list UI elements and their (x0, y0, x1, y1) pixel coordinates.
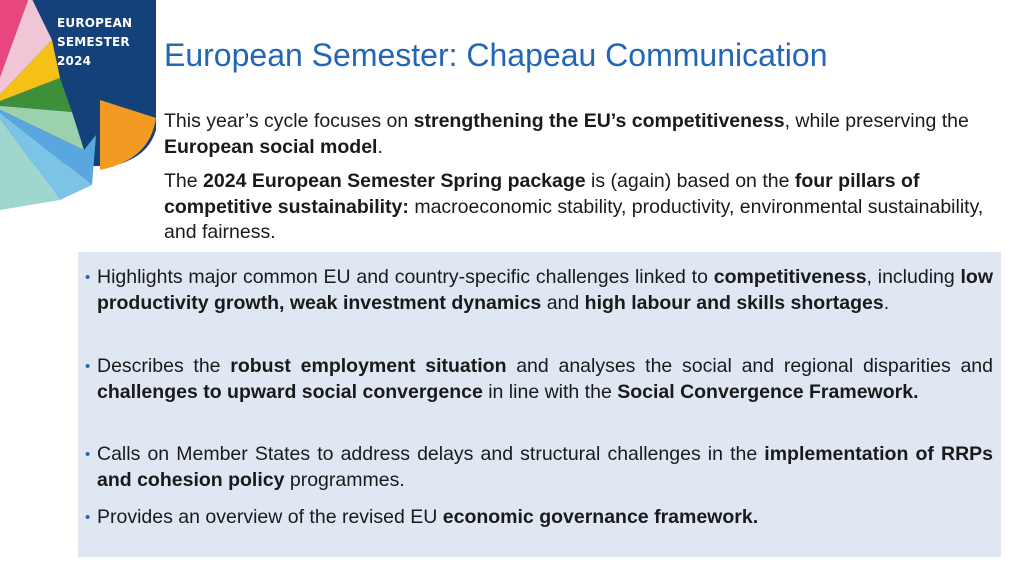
bold-run: Social Convergence Framework. (617, 380, 919, 403)
logo-line-european: EUROPEAN (57, 16, 133, 30)
bullet-marker: • (85, 509, 91, 526)
text-run: , including (866, 266, 961, 288)
logo-line-semester: SEMESTER (57, 35, 130, 49)
intro-paragraph-1 (164, 109, 1014, 160)
text-run: Describes the (97, 355, 231, 377)
bold-run: challenges to upward social convergence (97, 380, 483, 403)
text-run: in line with the (482, 380, 618, 403)
bullet-item-employment (85, 354, 993, 405)
text-run: programmes. (284, 468, 405, 491)
bullet-marker: • (85, 446, 91, 463)
bold-run: high labour and skills shortages (584, 291, 884, 314)
text-run: . (377, 135, 383, 158)
bullet-marker: • (85, 269, 91, 286)
european-semester-logo (0, 0, 160, 215)
bold-run: European social model (164, 135, 378, 158)
highlight-box (78, 252, 1001, 557)
bold-run: competitiveness (713, 266, 867, 288)
bullet-item-rrps (85, 442, 993, 493)
text-run: is (again) based on the (585, 170, 795, 192)
text-run: Provides an overview of the revised EU (97, 506, 443, 528)
text-run: and (541, 291, 585, 314)
bold-run: low productivity growth, weak investment dynamics (97, 266, 993, 314)
text-run: The (164, 170, 204, 192)
bold-run: strengthening the EU’s competitiveness (413, 110, 785, 132)
intro-paragraph-2 (164, 169, 1014, 246)
bold-run: implementation of RRPs and cohesion policy (97, 443, 993, 491)
text-run: Highlights major common EU and country-specific challenges linked to (97, 266, 714, 288)
text-run: This year’s cycle focuses on (164, 110, 414, 132)
bold-run: robust employment situation (230, 355, 507, 377)
bold-run: economic governance framework. (442, 506, 759, 528)
text-run: Calls on Member States to address delays and structural challenges in the (97, 443, 765, 465)
text-run: and analyses the social and regional disparities and (506, 355, 993, 377)
logo-line-year: 2024 (57, 54, 92, 68)
bullet-marker: • (85, 358, 91, 375)
text-run: . (883, 291, 890, 314)
bold-run: 2024 European Semester Spring package (203, 170, 586, 192)
bullet-item-competitiveness (85, 265, 993, 316)
text-run: , while preserving the (784, 110, 969, 132)
logo-text (57, 14, 132, 71)
bold-run: four pillars of competitive sustainability: (164, 170, 920, 218)
text-run: macroeconomic stability, productivity, environmental sustainability, and fairness. (164, 195, 984, 243)
page-title: European Semester: Chapeau Communication (164, 37, 828, 73)
bullet-item-governance (85, 505, 993, 531)
